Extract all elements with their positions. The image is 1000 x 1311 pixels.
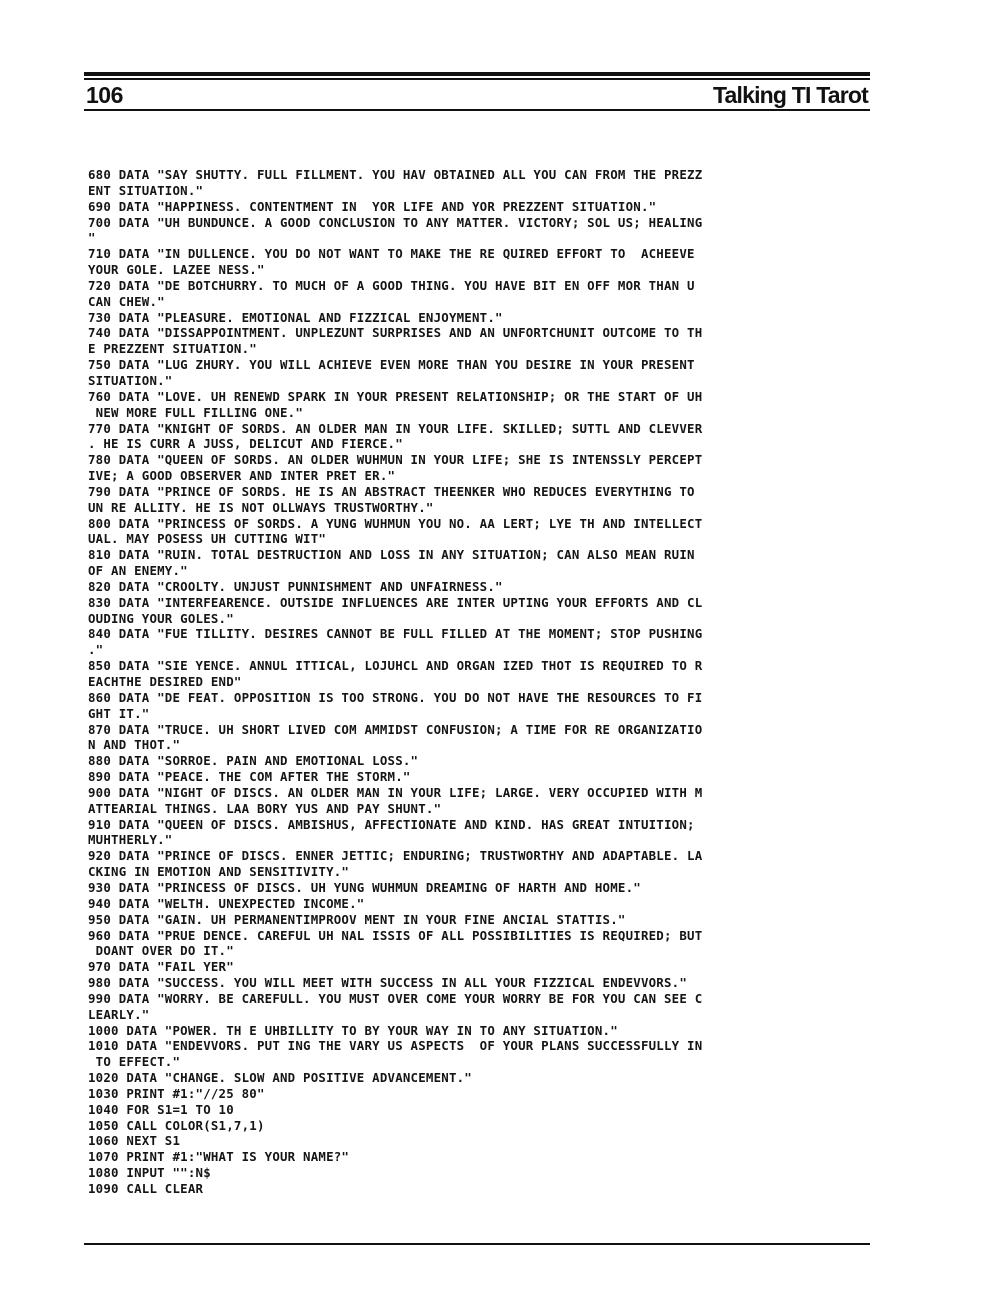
code-line: 860 DATA "DE FEAT. OPPOSITION IS TOO STRONG. YOU DO NOT HAVE THE RESOURCES TO FI: [88, 689, 703, 705]
code-line: OUDING YOUR GOLES.": [88, 610, 234, 626]
code-line: 950 DATA "GAIN. UH PERMANENTIMPROOV MENT IN YOUR FINE ANCIAL STATTIS.": [88, 911, 626, 927]
code-line: 1090 CALL CLEAR: [88, 1181, 204, 1196]
code-line: 780 DATA "QUEEN OF SORDS. AN OLDER WUHMUN IN YOUR LIFE; SHE IS INTENSSLY PERCEPT: [88, 452, 703, 468]
code-line: 750 DATA "LUG ZHURY. YOU WILL ACHIEVE EVEN MORE THAN YOU DESIRE IN YOUR PRESENT: [88, 357, 695, 373]
code-line: 1050 CALL COLOR(S1,7,1): [88, 1117, 265, 1133]
code-line: 820 DATA "CROOLTY. UNJUST PUNNISHMENT AND UNFAIRNESS.": [88, 578, 503, 594]
code-line: 1080 INPUT "":N$: [88, 1165, 211, 1181]
code-line: 770 DATA "KNIGHT OF SORDS. AN OLDER MAN IN YOUR LIFE. SKILLED; SUTTL AND CLEVVER: [88, 420, 703, 436]
page-number: 106: [86, 82, 123, 108]
code-line: 810 DATA "RUIN. TOTAL DESTRUCTION AND LOSS IN ANY SITUATION; CAN ALSO MEAN RUIN: [88, 547, 695, 563]
code-line: EACHTHE DESIRED END": [88, 674, 242, 689]
code-line: UN RE ALLITY. HE IS NOT OLLWAYS TRUSTWORTHY.": [88, 499, 434, 515]
code-line: 1020 DATA "CHANGE. SLOW AND POSITIVE ADVANCEMENT.": [88, 1070, 472, 1086]
code-line: MUHTHERLY.": [88, 832, 173, 848]
book-title: Talking TI Tarot: [712, 82, 868, 108]
code-line: 710 DATA "IN DULLENCE. YOU DO NOT WANT TO MAKE THE RE QUIRED EFFORT TO ACHEEVE: [88, 246, 695, 262]
code-line: 840 DATA "FUE TILLITY. DESIRES CANNOT BE FULL FILLED AT THE MOMENT; STOP PUSHING: [88, 626, 703, 642]
code-line: 790 DATA "PRINCE OF SORDS. HE IS AN ABSTRACT THEENKER WHO REDUCES EVERYTHING TO: [88, 483, 695, 499]
code-line: NEW MORE FULL FILLING ONE.": [88, 404, 304, 420]
code-line: SITUATION.": [88, 372, 173, 388]
code-line: 760 DATA "LOVE. UH RENEWD SPARK IN YOUR PRESENT RELATIONSHIP; OR THE START OF UH: [88, 388, 703, 404]
code-line: 1060 NEXT S1: [88, 1133, 181, 1149]
page-header: [86, 82, 868, 112]
code-line: 1040 FOR S1=1 TO 10: [88, 1101, 234, 1117]
code-line: .": [88, 642, 104, 658]
code-line: 1030 PRINT #1:"//25 80": [88, 1085, 265, 1101]
code-line: DOANT OVER DO IT.": [88, 943, 234, 959]
code-line: 1010 DATA "ENDEVVORS. PUT ING THE VARY US ASPECTS OF YOUR PLANS SUCCESSFULLY IN: [88, 1038, 703, 1054]
footer-rule: [84, 1243, 870, 1245]
code-line: CKING IN EMOTION AND SENSITIVITY.": [88, 864, 350, 880]
code-line: 1000 DATA "POWER. TH E UHBILLITY TO BY YOUR WAY IN TO ANY SITUATION.": [88, 1022, 618, 1038]
code-line: 880 DATA "SORROE. PAIN AND EMOTIONAL LOSS.": [88, 753, 419, 769]
code-line: 830 DATA "INTERFEARENCE. OUTSIDE INFLUENCES ARE INTER UPTING YOUR EFFORTS AND CL: [88, 594, 703, 610]
code-line: 940 DATA "WELTH. UNEXPECTED INCOME.": [88, 895, 365, 911]
code-line: 690 DATA "HAPPINESS. CONTENTMENT IN YOR LIFE AND YOR PREZZENT SITUATION.": [88, 198, 657, 214]
code-line: N AND THOT.": [88, 737, 181, 753]
code-line: CAN CHEW.": [88, 293, 165, 309]
code-line: 800 DATA "PRINCESS OF SORDS. A YUNG WUHMUN YOU NO. AA LERT; LYE TH AND INTELLECT: [88, 515, 703, 531]
code-line: 980 DATA "SUCCESS. YOU WILL MEET WITH SUCCESS IN ALL YOUR FIZZICAL ENDEVVORS.": [88, 975, 688, 991]
code-line: YOUR GOLE. LAZEE NESS.": [88, 262, 265, 278]
code-line: 680 DATA "SAY SHUTTY. FULL FILLMENT. YOU HAV OBTAINED ALL YOU CAN FROM THE PREZZ: [88, 167, 703, 182]
program-listing: [88, 167, 868, 1197]
code-line: 700 DATA "UH BUNDUNCE. A GOOD CONCLUSION TO ANY MATTER. VICTORY; SOL US; HEALING: [88, 214, 703, 230]
header-underline: [84, 109, 870, 111]
code-line: 730 DATA "PLEASURE. EMOTIONAL AND FIZZICAL ENJOYMENT.": [88, 309, 503, 325]
code-line: 960 DATA "PRUE DENCE. CAREFUL UH NAL ISSIS OF ALL POSSIBILITIES IS REQUIRED; BUT: [88, 927, 703, 943]
code-line: LEARLY.": [88, 1006, 150, 1022]
code-line: 910 DATA "QUEEN OF DISCS. AMBISHUS, AFFECTIONATE AND KIND. HAS GREAT INTUITION;: [88, 816, 695, 832]
code-line: OF AN ENEMY.": [88, 563, 188, 579]
header-rule-thick: [84, 72, 870, 76]
code-line: UAL. MAY POSESS UH CUTTING WIT": [88, 531, 327, 547]
code-line: ENT SITUATION.": [88, 182, 204, 198]
header-rule-thin: [84, 78, 870, 80]
code-line: 870 DATA "TRUCE. UH SHORT LIVED COM AMMIDST CONFUSION; A TIME FOR RE ORGANIZATIO: [88, 721, 703, 737]
code-line: 850 DATA "SIE YENCE. ANNUL ITTICAL, LOJUHCL AND ORGAN IZED THOT IS REQUIRED TO R: [88, 658, 703, 674]
code-line: 1070 PRINT #1:"WHAT IS YOUR NAME?": [88, 1149, 350, 1165]
code-line: 930 DATA "PRINCESS OF DISCS. UH YUNG WUHMUN DREAMING OF HARTH AND HOME.": [88, 879, 641, 895]
code-line: 920 DATA "PRINCE OF DISCS. ENNER JETTIC; ENDURING; TRUSTWORTHY AND ADAPTABLE. LA: [88, 848, 703, 864]
code-line: TO EFFECT.": [88, 1054, 181, 1070]
code-line: 890 DATA "PEACE. THE COM AFTER THE STORM.": [88, 769, 411, 785]
code-line: GHT IT.": [88, 705, 150, 721]
code-line: 740 DATA "DISSAPPOINTMENT. UNPLEZUNT SURPRISES AND AN UNFORTCHUNIT OUTCOME TO TH: [88, 325, 703, 341]
code-line: ": [88, 230, 96, 246]
code-line: 970 DATA "FAIL YER": [88, 959, 234, 975]
code-line: 720 DATA "DE BOTCHURRY. TO MUCH OF A GOOD THING. YOU HAVE BIT EN OFF MOR THAN U: [88, 277, 695, 293]
code-line: IVE; A GOOD OBSERVER AND INTER PRET ER.": [88, 468, 396, 484]
code-line: E PREZZENT SITUATION.": [88, 341, 257, 357]
code-line: . HE IS CURR A JUSS, DELICUT AND FIERCE.": [88, 436, 403, 452]
code-line: ATTEARIAL THINGS. LAA BORY YUS AND PAY SHUNT.": [88, 800, 442, 816]
code-line: 990 DATA "WORRY. BE CAREFULL. YOU MUST OVER COME YOUR WORRY BE FOR YOU CAN SEE C: [88, 990, 703, 1006]
code-line: 900 DATA "NIGHT OF DISCS. AN OLDER MAN IN YOUR LIFE; LARGE. VERY OCCUPIED WITH M: [88, 784, 703, 800]
